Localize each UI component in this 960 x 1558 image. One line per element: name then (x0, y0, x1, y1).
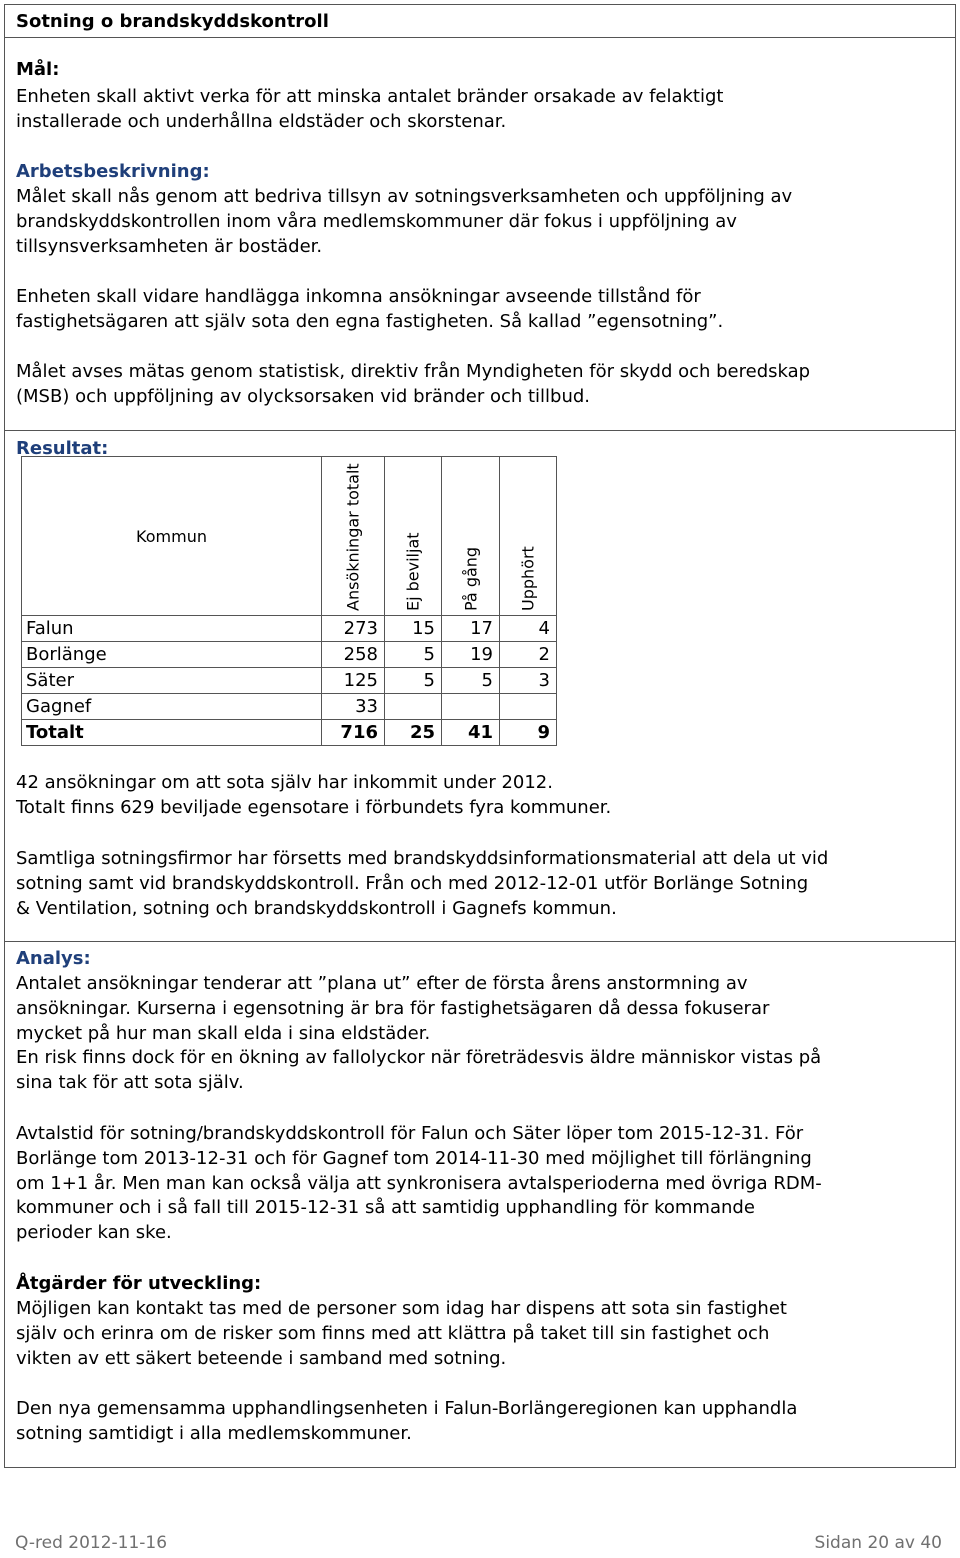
cell-upphort: 4 (500, 616, 557, 642)
arbetsbeskrivning-p2 (16, 285, 723, 335)
text-line: sina tak för att sota själv. (16, 1072, 244, 1094)
document-frame (4, 4, 956, 1468)
text-line: tillsynsverksamheten är bostäder. (16, 235, 323, 257)
arbetsbeskrivning-p1 (16, 185, 792, 259)
analys-p2 (16, 1122, 822, 1246)
resultat-heading: Resultat: (16, 438, 109, 459)
text-line: & Ventilation, sotning och brandskyddskontroll i Gagnefs kommun. (16, 897, 617, 919)
col-pagang (442, 457, 500, 616)
text-line: Avtalstid för sotning/brandskyddskontroll för Falun och Säter löper tom 2015-12-31. För (16, 1123, 804, 1144)
col-total-label: Ansökningar totalt (343, 463, 363, 611)
table-header-row (22, 457, 557, 616)
text-line: Samtliga sotningsfirmor har försetts med brandskyddsinformationsmaterial att dela ut vid (16, 848, 829, 869)
footer-page-number: Sidan 20 av 40 (814, 1533, 942, 1553)
cell-upphort: 2 (500, 642, 557, 668)
atgarder-p2 (16, 1397, 797, 1447)
cell-pagang: 5 (442, 668, 500, 694)
text-line: kommuner och i så fall till 2015-12-31 så att samtidig upphandling för kommande (16, 1197, 755, 1219)
text-line: själv och erinra om de risker som finns med att klättra på taket till sin fastighet och (16, 1322, 770, 1344)
atgarder-p1 (16, 1297, 787, 1371)
text-line: installerade och underhållna eldstäder och skorstenar. (16, 110, 507, 132)
text-line: Enheten skall aktivt verka för att minska antalet bränder orsakade av felaktigt (16, 86, 724, 107)
cell-name: Säter (22, 668, 322, 694)
section-divider (5, 941, 955, 942)
col-upphort-label: Upphört (518, 546, 538, 611)
col-ej-label: Ej beviljat (403, 532, 423, 611)
text-line: ansökningar. Kurserna i egensotning är bra för fastighetsägaren då dessa fokuserar (16, 997, 770, 1019)
text-line: mycket på hur man skall elda i sina eldstäder. (16, 1022, 431, 1044)
text-line: Antalet ansökningar tenderar att ”plana ut” efter de första årens anstormning av (16, 973, 748, 994)
cell-pagang: 17 (442, 616, 500, 642)
cell-pagang: 41 (442, 720, 500, 746)
cell-total: 716 (322, 720, 385, 746)
cell-upphort: 9 (500, 720, 557, 746)
table-row (22, 694, 557, 720)
title-row (5, 5, 955, 38)
footer-date: Q-red 2012-11-16 (15, 1533, 168, 1553)
text-line: vikten av ett säkert beteende i samband med sotning. (16, 1347, 507, 1369)
cell-ej: 25 (385, 720, 442, 746)
table-total-row (22, 720, 557, 746)
text-line: brandskyddskontrollen inom våra medlemskommuner där fokus i uppföljning av (16, 210, 737, 232)
table-row (22, 642, 557, 668)
cell-ej (385, 694, 442, 720)
resultat-table (21, 456, 557, 746)
resultat-p1 (16, 771, 611, 821)
cell-total: 33 (322, 694, 385, 720)
resultat-p2 (16, 847, 828, 921)
cell-pagang (442, 694, 500, 720)
analys-p1 (16, 972, 821, 1096)
cell-name: Borlänge (22, 642, 322, 668)
text-line: Den nya gemensamma upphandlingsenheten i Falun-Borlängeregionen kan upphandla (16, 1398, 798, 1419)
cell-pagang: 19 (442, 642, 500, 668)
section-divider (5, 430, 955, 431)
text-line: En risk finns dock för en ökning av fallolyckor när företrädesvis äldre människor vistas på (16, 1047, 822, 1069)
text-line: Totalt finns 629 beviljade egensotare i förbundets fyra kommuner. (16, 796, 612, 818)
cell-total: 273 (322, 616, 385, 642)
resultat-table-wrap (21, 456, 557, 746)
cell-ej: 5 (385, 668, 442, 694)
table-row (22, 668, 557, 694)
cell-total: 125 (322, 668, 385, 694)
cell-name: Falun (22, 616, 322, 642)
text-line: 42 ansökningar om att sota själv har inkommit under 2012. (16, 772, 553, 793)
cell-upphort: 3 (500, 668, 557, 694)
text-line: sotning samt vid brandskyddskontroll. Från och med 2012-12-01 utför Borlänge Sotning (16, 872, 809, 894)
col-total (322, 457, 385, 616)
col-upphort (500, 457, 557, 616)
cell-ej: 5 (385, 642, 442, 668)
cell-name: Gagnef (22, 694, 322, 720)
arbetsbeskrivning-p3 (16, 360, 810, 410)
text-line: Enheten skall vidare handlägga inkomna ansökningar avseende tillstånd för (16, 286, 701, 307)
text-line: fastighetsägaren att själv sota den egna fastigheten. Så kallad ”egensotning”. (16, 310, 724, 332)
text-line: sotning samtidigt i alla medlemskommuner. (16, 1422, 412, 1444)
arbetsbeskrivning-heading: Arbetsbeskrivning: (16, 161, 210, 182)
cell-total: 258 (322, 642, 385, 668)
text-line: (MSB) och uppföljning av olycksorsaken vid bränder och tillbud. (16, 385, 591, 407)
text-line: Målet skall nås genom att bedriva tillsyn av sotningsverksamheten och uppföljning av (16, 186, 793, 207)
cell-ej: 15 (385, 616, 442, 642)
text-line: Möjligen kan kontakt tas med de personer som idag har dispens att sota sin fastighet (16, 1298, 787, 1319)
col-pagang-label: På gång (461, 546, 480, 611)
text-line: Borlänge tom 2013-12-31 och för Gagnef tom 2014-11-30 med möjlighet till förlängning (16, 1147, 812, 1169)
text-line: perioder kan ske. (16, 1222, 172, 1244)
text-line: om 1+1 år. Men man kan också välja att synkronisera avtalsperioderna med övriga RDM- (16, 1172, 822, 1194)
col-ej (385, 457, 442, 616)
mal-heading: Mål: (16, 59, 60, 80)
text-line: Målet avses mätas genom statistisk, direktiv från Myndigheten för skydd och beredskap (16, 361, 811, 382)
col-kommun: Kommun (22, 457, 322, 616)
mal-text (16, 85, 723, 135)
analys-heading: Analys: (16, 948, 91, 969)
cell-name: Totalt (22, 720, 322, 746)
page-title: Sotning o brandskyddskontroll (16, 11, 329, 32)
table-row (22, 616, 557, 642)
cell-upphort (500, 694, 557, 720)
atgarder-heading: Åtgärder för utveckling: (16, 1273, 262, 1294)
